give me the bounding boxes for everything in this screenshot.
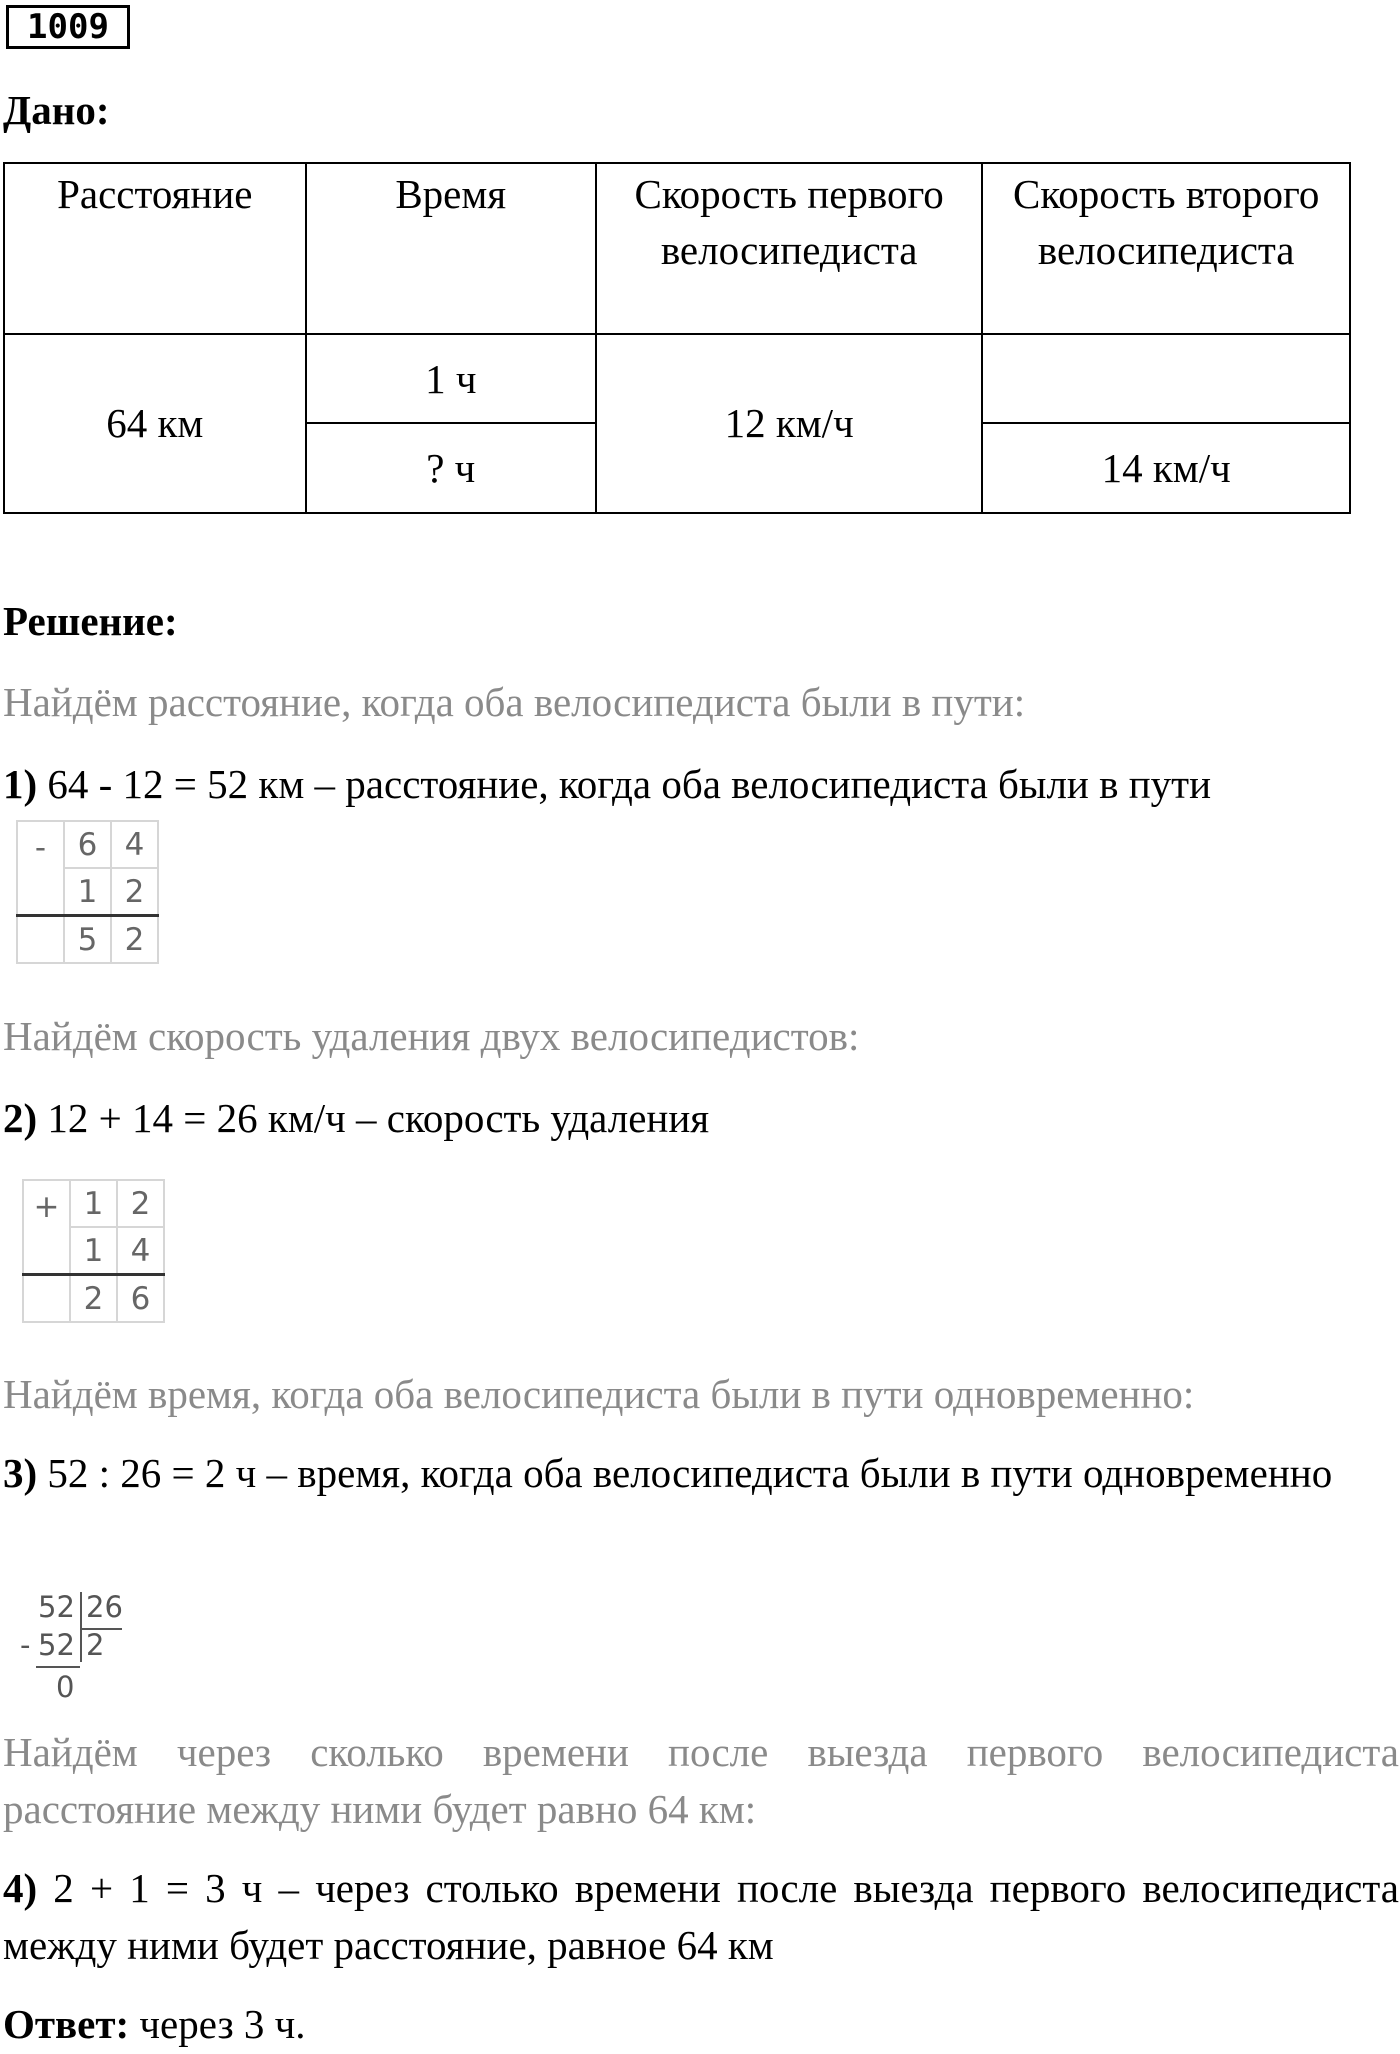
header-speed-second: Скорость второго велосипедиста — [982, 163, 1350, 334]
step-2-label: 2) — [3, 1095, 38, 1141]
solution-heading: Решение: — [3, 598, 178, 644]
given-table — [3, 162, 1351, 514]
step-1-text: 1) 64 - 12 = 52 км – расстояние, когда оба велосипедиста были в пути — [3, 761, 1212, 807]
cell-speed-first: 12 км/ч — [596, 334, 983, 513]
step-2-hint: Найдём скорость удаления двух велосипедистов: — [3, 1013, 860, 1059]
header-distance: Расстояние — [4, 163, 306, 334]
step-4-hint: Найдём через сколько времени после выезда первого велосипедиста расстояние между ними будет равно 64 км: — [3, 1729, 1399, 1832]
given-heading: Дано: — [3, 87, 110, 133]
step-2-text: 2) 12 + 14 = 26 км/ч – скорость удаления — [3, 1095, 710, 1141]
answer-label: Ответ: — [3, 2001, 130, 2047]
answer — [3, 1996, 1399, 2053]
step-3-division: - 52 26 52 2 0 — [20, 1590, 123, 1704]
step-1-hint: Найдём расстояние, когда оба велосипедиста были в пути: — [3, 679, 1026, 725]
step-3-text: 3) 52 : 26 = 2 ч – время, когда оба велосипедиста были в пути одновременно — [3, 1450, 1333, 1496]
step-1-calculation: - 6 4 1 2 5 2 — [16, 820, 159, 964]
calc-1-operator: - — [17, 821, 64, 916]
header-time: Время — [306, 163, 596, 334]
step-3-label: 3) — [3, 1450, 38, 1496]
cell-speed-second-2: 14 км/ч — [982, 423, 1350, 513]
cell-time-2: ? ч — [306, 423, 596, 513]
step-2-calculation: + 1 2 1 4 2 6 — [22, 1179, 165, 1323]
step-3-hint: Найдём время, когда оба велосипедиста были в пути одновременно: — [3, 1371, 1195, 1417]
step-1-label: 1) — [3, 761, 38, 807]
step-4-label: 4) — [3, 1865, 38, 1911]
cell-time-1: 1 ч — [306, 334, 596, 424]
header-speed-first: Скорость первого велосипедиста — [596, 163, 983, 334]
cell-distance: 64 км — [4, 334, 306, 513]
problem-number: 1009 — [6, 5, 130, 49]
cell-speed-second-1 — [982, 334, 1350, 424]
step-4-text: 4) 2 + 1 = 3 ч – через столько времени после выезда первого велосипедиста между ними будет расстояние, равное 64 км — [3, 1865, 1399, 1968]
answer-text: через 3 ч. — [129, 2001, 306, 2047]
calc-2-operator: + — [23, 1180, 70, 1275]
